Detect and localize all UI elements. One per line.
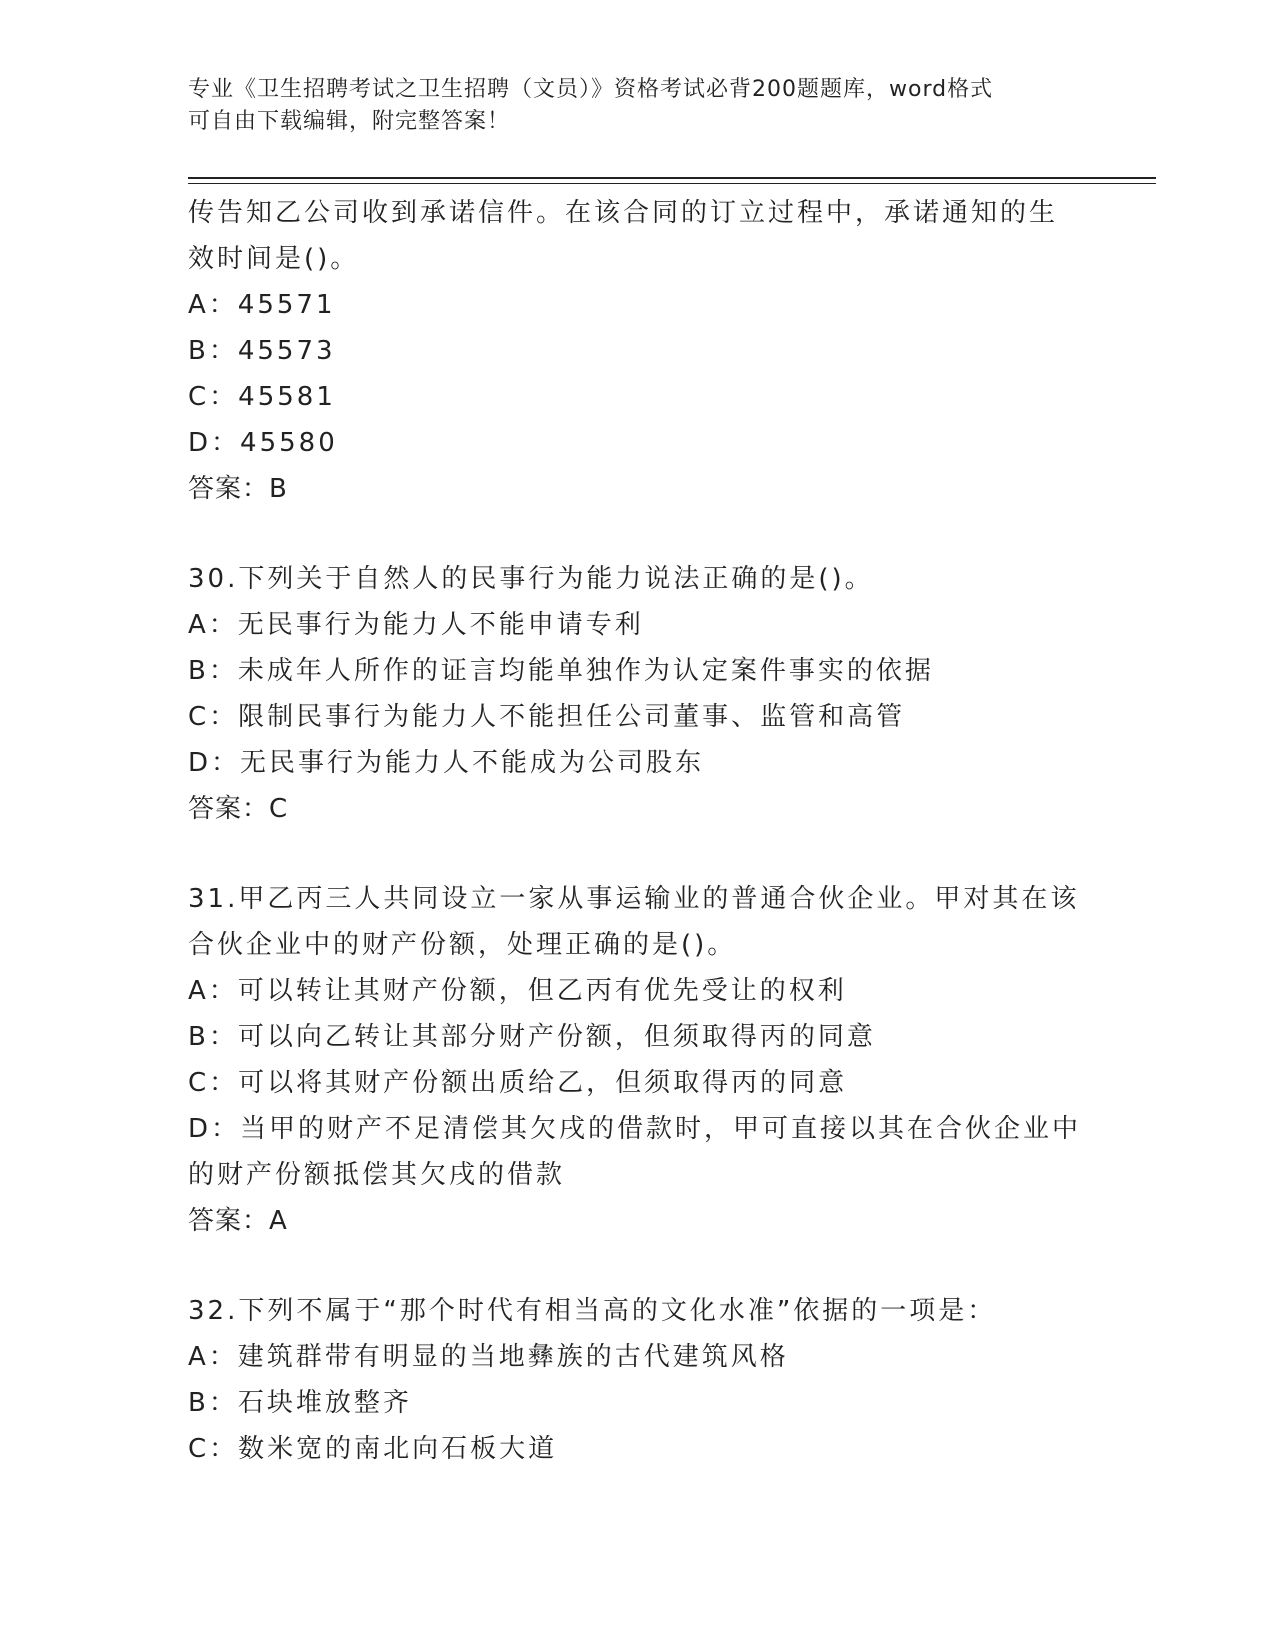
question-stem: 31.甲乙丙三人共同设立一家从事运输业的普通合伙企业。甲对其在该 (188, 884, 1080, 914)
document-header (188, 74, 1088, 138)
header-line-1: 专业《卫生招聘考试之卫生招聘（文员）》资格考试必背200题题库，word格式 (188, 77, 994, 102)
answer-line: 答案：A (188, 1206, 288, 1236)
question-stem: 效时间是()。 (188, 244, 360, 274)
header-rule-thin (188, 183, 1156, 184)
option-c: C：45581 (188, 382, 336, 412)
header-rule-thick (188, 177, 1156, 179)
option-b: B：可以向乙转让其部分财产份额，但须取得丙的同意 (188, 1022, 876, 1052)
option-a: A：建筑群带有明显的当地彝族的古代建筑风格 (188, 1342, 789, 1372)
option-d: D：45580 (188, 428, 338, 458)
option-a: A：可以转让其财产份额，但乙丙有优先受让的权利 (188, 976, 847, 1006)
option-c: C：数米宽的南北向石板大道 (188, 1434, 558, 1464)
option-b: B：45573 (188, 336, 336, 366)
option-d-continued: 的财产份额抵偿其欠戌的借款 (188, 1160, 566, 1190)
option-b: B：石块堆放整齐 (188, 1388, 412, 1418)
option-d: D：当甲的财产不足清偿其欠戌的借款时，甲可直接以其在合伙企业中 (188, 1114, 1082, 1144)
header-line-2: 可自由下载编辑，附完整答案！ (188, 109, 511, 134)
question-block (188, 556, 1088, 832)
question-stem: 合伙企业中的财产份额，处理正确的是()。 (188, 930, 737, 960)
option-a: A：无民事行为能力人不能申请专利 (188, 610, 644, 640)
answer-line: 答案：B (188, 474, 288, 504)
option-a: A：45571 (188, 290, 336, 320)
question-block (188, 190, 1088, 512)
question-stem: 32.下列不属于“那个时代有相当高的文化水准”依据的一项是： (188, 1296, 997, 1326)
answer-line: 答案：C (188, 794, 289, 824)
question-stem: 30.下列关于自然人的民事行为能力说法正确的是()。 (188, 564, 874, 594)
question-block (188, 876, 1088, 1244)
question-block (188, 1288, 1088, 1472)
option-c: C：限制民事行为能力人不能担任公司董事、监管和高管 (188, 702, 906, 732)
option-b: B：未成年人所作的证言均能单独作为认定案件事实的依据 (188, 656, 934, 686)
question-stem: 传告知乙公司收到承诺信件。在该合同的订立过程中，承诺通知的生 (188, 198, 1059, 228)
option-d: D：无民事行为能力人不能成为公司股东 (188, 748, 705, 778)
document-body (188, 190, 1088, 1472)
option-c: C：可以将其财产份额出质给乙，但须取得丙的同意 (188, 1068, 848, 1098)
